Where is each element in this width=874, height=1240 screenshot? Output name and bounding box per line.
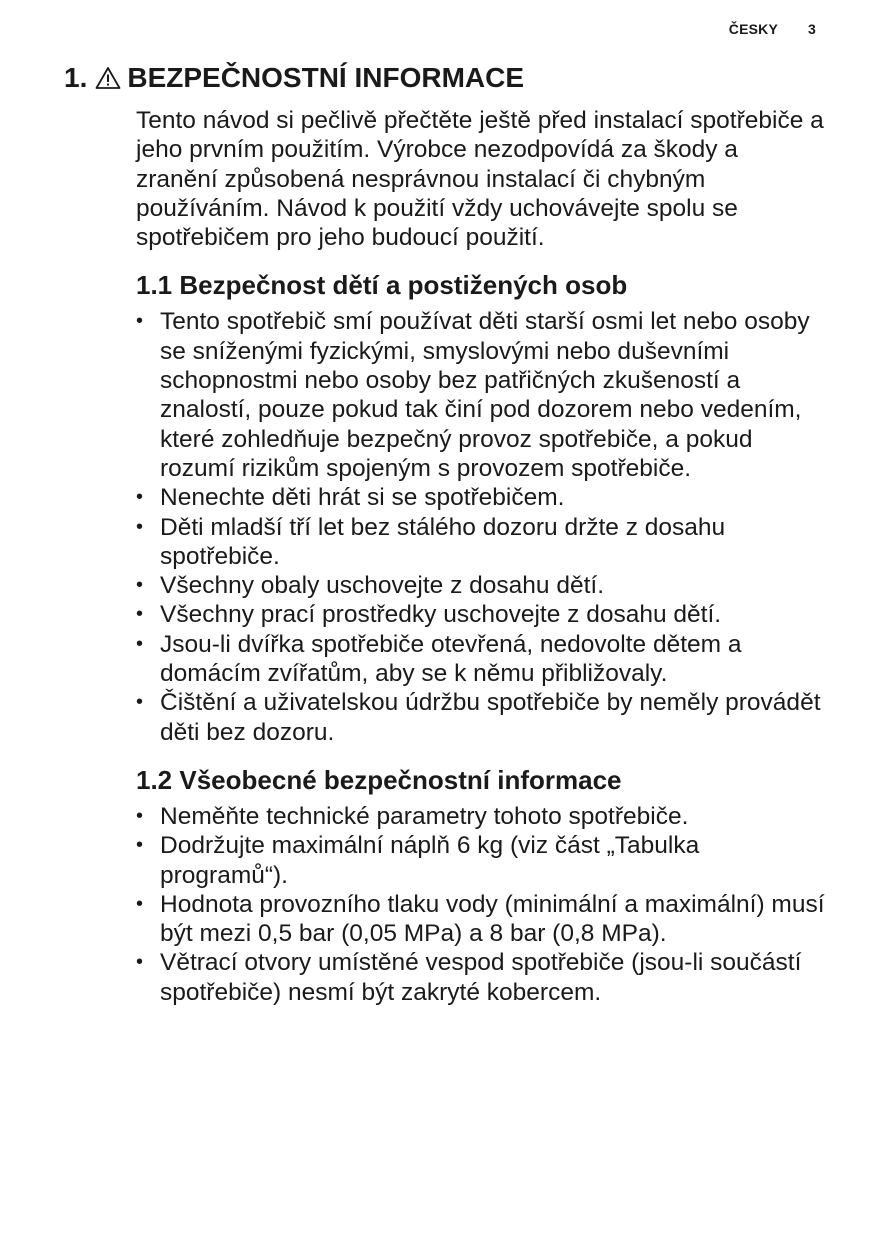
- subsection-title-child-safety: 1.1 Bezpečnost dětí a postižených osob: [136, 270, 628, 301]
- list-item: [136, 571, 826, 600]
- warning-triangle-icon: [95, 65, 121, 89]
- list-item-text: Dodržujte maximální náplň 6 kg (viz část „Tabulka programů“).: [160, 832, 700, 889]
- list-item: [136, 948, 826, 1007]
- list-item-text: Jsou-li dvířka spotřebiče otevřená, nedovolte dětem a domácím zvířatům, aby se k němu přibližovaly.: [160, 630, 742, 688]
- list-item-text: Děti mladší tří let bez stálého dozoru držte z dosahu spotřebiče.: [160, 513, 726, 570]
- section-number: 1.: [64, 62, 88, 93]
- bullet-icon: •: [136, 603, 144, 626]
- bullet-icon: •: [136, 834, 144, 857]
- bullet-icon: •: [136, 691, 144, 714]
- list-item: [136, 630, 826, 689]
- language-label: ČESKY: [728, 21, 778, 37]
- list-item-text: Všechny prací prostředky uschovejte z dosahu dětí.: [160, 601, 722, 629]
- list-item: [136, 688, 826, 747]
- section-heading: [64, 62, 524, 94]
- list-item: [136, 600, 826, 629]
- list-item: [136, 307, 826, 483]
- page-number: 3: [808, 21, 816, 37]
- list-item: [136, 831, 826, 890]
- list-item: [136, 483, 826, 512]
- list-item: [136, 890, 826, 949]
- bullet-icon: •: [136, 574, 144, 597]
- list-item: [136, 802, 826, 831]
- general-safety-list: [136, 802, 826, 1007]
- bullet-icon: •: [136, 892, 144, 915]
- bullet-icon: •: [136, 804, 144, 827]
- list-item: [136, 513, 826, 572]
- section-body: [136, 106, 826, 1007]
- bullet-icon: •: [136, 951, 144, 974]
- bullet-icon: •: [136, 310, 144, 333]
- list-item-text: Nenechte děti hrát si se spotřebičem.: [160, 484, 565, 512]
- list-item-text: Větrací otvory umístěné vespod spotřebiče (jsou-li součástí spotřebiče) nesmí být zakryté kobercem.: [160, 949, 802, 1006]
- running-header: [729, 21, 816, 37]
- bullet-icon: •: [136, 486, 144, 509]
- section-title: BEZPEČNOSTNÍ INFORMACE: [127, 62, 525, 93]
- list-item-text: Tento spotřebič smí používat děti starší osmi let nebo osoby se sníženými fyzickými, smyslovými nebo duševními schopnostmi nebo osoby bez patřičných zkušeností a znalostí, pouze pokud tak činí pod dozorem nebo vedením, které zohledňuje bezpečný provoz spotřebiče, a pokud rozumí rizikům spojeným s provozem spotřebiče.: [160, 308, 810, 482]
- list-item-text: Všechny obaly uschovejte z dosahu dětí.: [160, 572, 605, 600]
- list-item-text: Čištění a uživatelskou údržbu spotřebiče by neměly provádět děti bez dozoru.: [160, 689, 821, 746]
- list-item-text: Neměňte technické parametry tohoto spotřebiče.: [160, 802, 689, 830]
- intro-paragraph: Tento návod si pečlivě přečtěte ještě před instalací spotřebiče a jeho prvním použitím. Výrobce nezodpovídá za škody a zranění způsobená nesprávnou instalací či chybným používáním. Návod k použití vždy uchovávejte spolu se spotřebičem pro jeho budoucí použití.: [136, 107, 824, 252]
- bullet-icon: •: [136, 515, 144, 538]
- bullet-icon: •: [136, 632, 144, 655]
- list-item-text: Hodnota provozního tlaku vody (minimální a maximální) musí být mezi 0,5 bar (0,05 MPa) a 8 bar (0,8 MPa).: [160, 890, 825, 948]
- child-safety-list: [136, 307, 826, 746]
- subsection-title-general-safety: 1.2 Všeobecné bezpečnostní informace: [136, 764, 622, 795]
